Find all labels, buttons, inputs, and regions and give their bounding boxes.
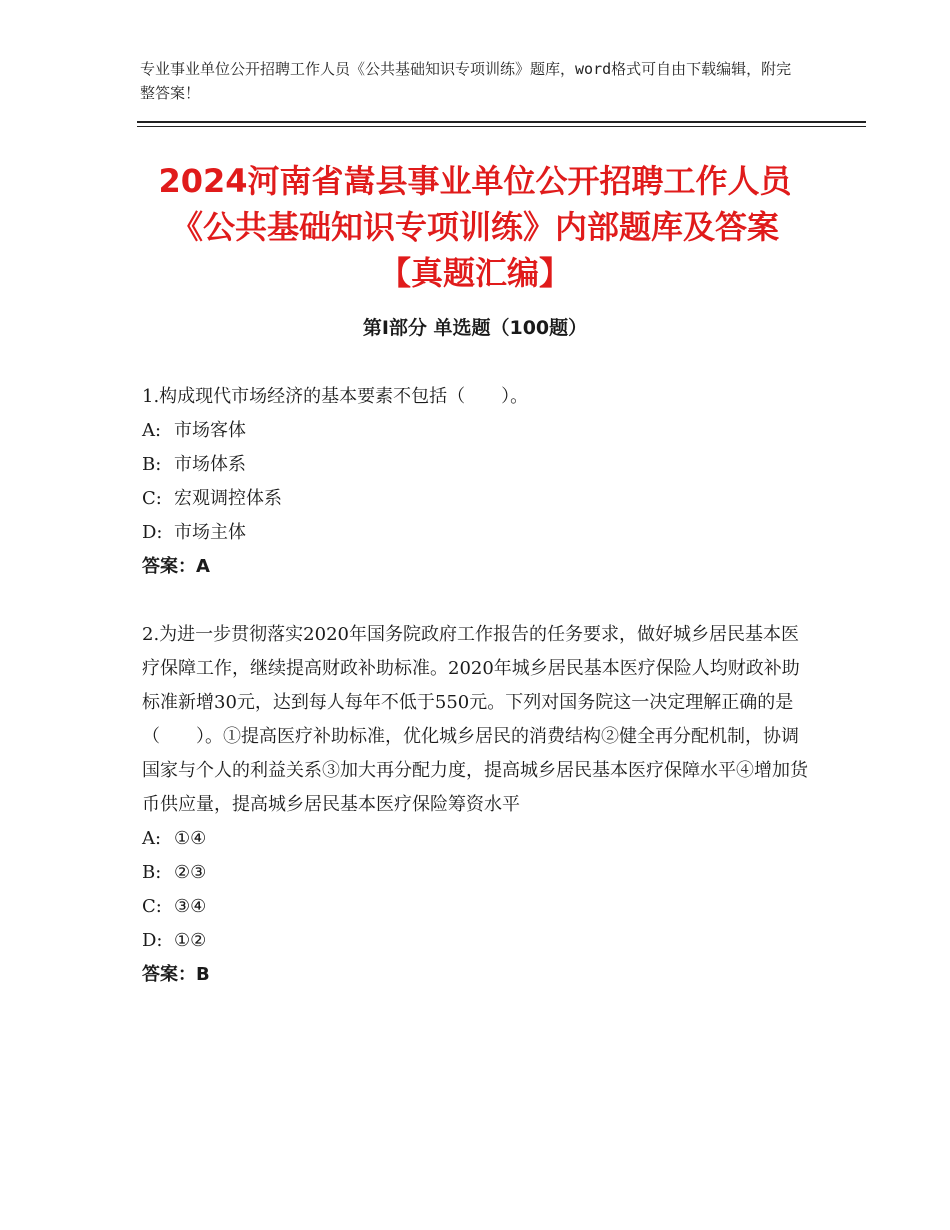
option-d xyxy=(142,924,812,958)
question-text: 1.构成现代市场经济的基本要素不包括（ ）。 xyxy=(142,386,529,407)
document-title xyxy=(120,158,830,296)
option-label: C: xyxy=(142,488,162,509)
title-line-1: 2024河南省嵩县事业单位公开招聘工作人员 xyxy=(158,162,792,200)
option-label: B: xyxy=(142,454,162,475)
option-a xyxy=(142,822,812,856)
answer: 答案：B xyxy=(142,964,210,985)
header-note: 专业事业单位公开招聘工作人员《公共基础知识专项训练》题库，word格式可自由下载编辑，附完整答案！ xyxy=(140,60,792,102)
option-text: 宏观调控体系 xyxy=(174,488,282,509)
answer: 答案：A xyxy=(142,556,210,577)
option-text: ③④ xyxy=(174,896,207,917)
header-divider-thin xyxy=(137,126,866,127)
header-divider-thick xyxy=(137,121,866,123)
option-c xyxy=(142,482,812,516)
option-label: D: xyxy=(142,930,163,951)
question-1 xyxy=(142,380,812,584)
question-2 xyxy=(142,618,812,992)
option-text: ②③ xyxy=(174,862,207,883)
option-label: D: xyxy=(142,522,163,543)
title-line-2: 《公共基础知识专项训练》内部题库及答案 xyxy=(170,208,779,246)
option-text: 市场主体 xyxy=(174,522,246,543)
option-d xyxy=(142,516,812,550)
title-line-3: 【真题汇编】 xyxy=(378,254,571,292)
option-label: A: xyxy=(142,828,162,849)
option-label: C: xyxy=(142,896,162,917)
option-c xyxy=(142,890,812,924)
option-text: 市场客体 xyxy=(174,420,246,441)
option-label: B: xyxy=(142,862,162,883)
section-title: 第Ⅰ部分 单选题（100题） xyxy=(362,317,588,339)
option-text: ①④ xyxy=(174,828,207,849)
option-label: A: xyxy=(142,420,162,441)
option-text: ①② xyxy=(174,930,207,951)
question-text: 2.为进一步贯彻落实2020年国务院政府工作报告的任务要求，做好城乡居民基本医疗保障工作，继续提高财政补助标准。2020年城乡居民基本医疗保险人均财政补助标准新增30元，达到每人每年不低于550元。下列对国务院这一决定理解正确的是（ ）。①提高医疗补助标准，优化城乡居民的消费结构②健全再分配机制，协调国家与个人的利益关系③加大再分配力度，提高城乡居民基本医疗保障水平④增加货币供应量，提高城乡居民基本医疗保险筹资水平 xyxy=(142,624,808,815)
option-text: 市场体系 xyxy=(174,454,246,475)
option-b xyxy=(142,856,812,890)
option-b xyxy=(142,448,812,482)
option-a xyxy=(142,414,812,448)
